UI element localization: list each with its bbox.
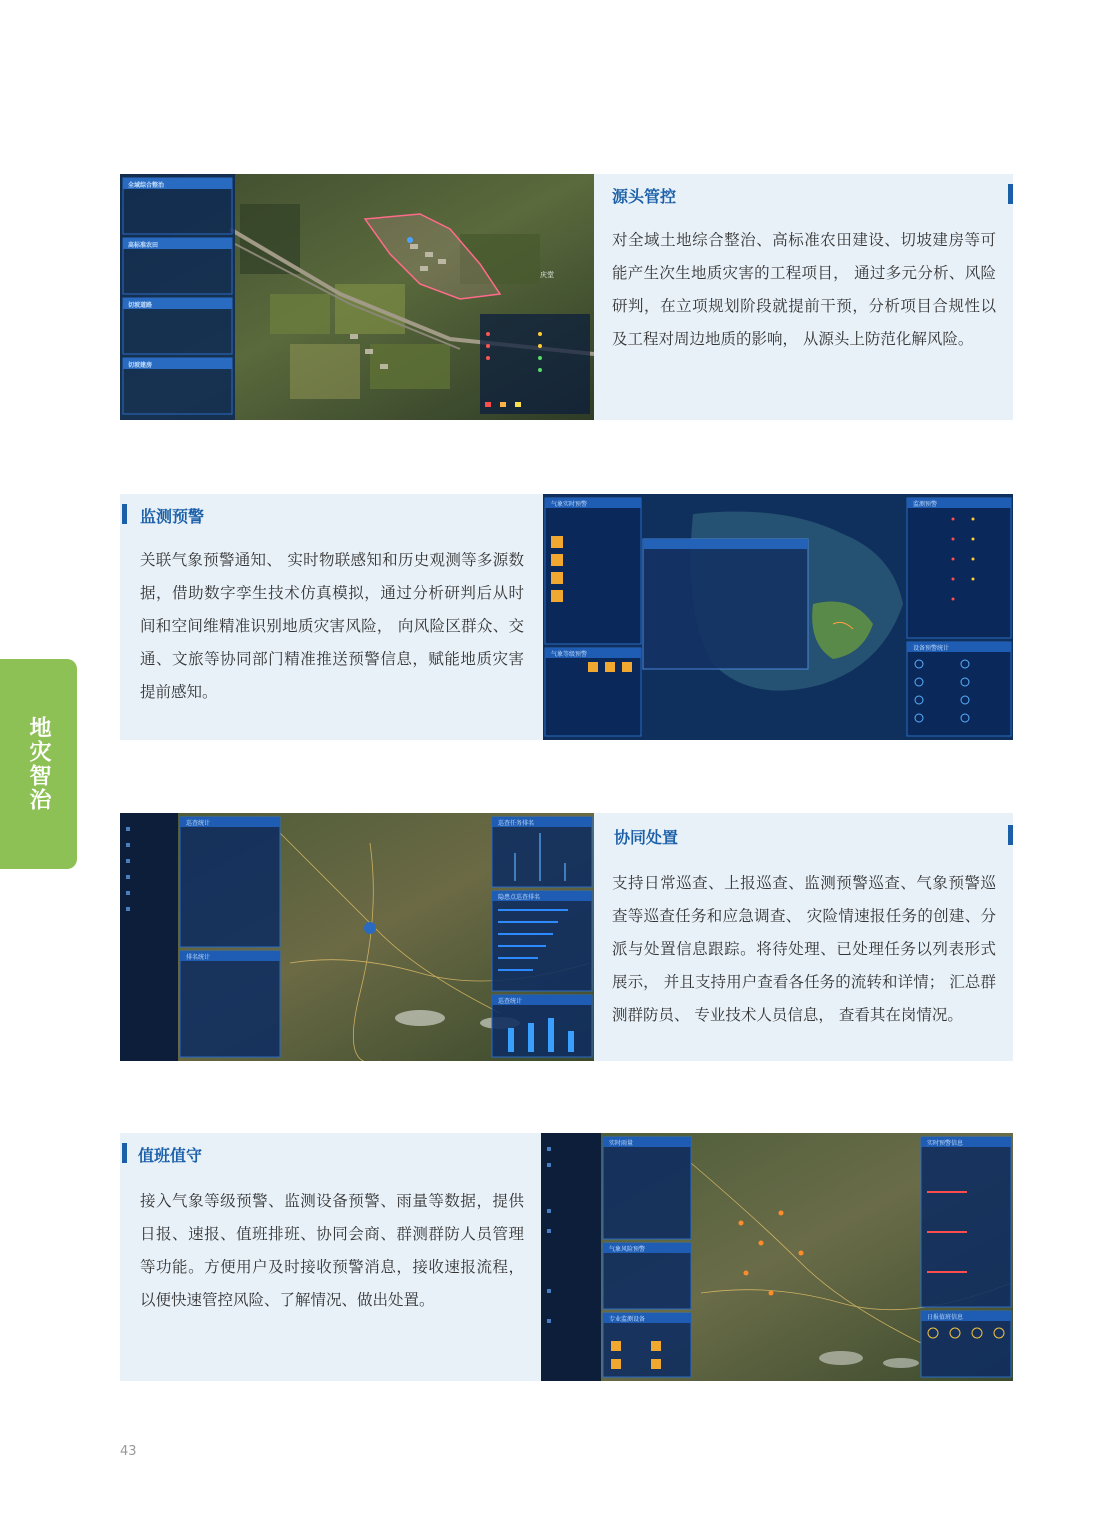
page-number: 43 (120, 1444, 137, 1459)
panel-title-3: 切坡道路 (128, 302, 153, 309)
section-title: 监测预警 (140, 507, 205, 526)
section-title: 值班值守 (138, 1146, 203, 1165)
chapter-label: 地灾智治 (26, 716, 51, 812)
map-place-label: 庆堂 (540, 271, 554, 279)
title-accent-bar (1008, 825, 1013, 845)
panel-title-1: 全域综合整治 (128, 182, 165, 189)
panel-title-2: 排名统计 (186, 954, 211, 961)
screenshot-coordination (120, 813, 594, 1061)
panel-title-4: 实时预警信息 (927, 1140, 964, 1147)
panel-title-2: 气象风险预警 (609, 1246, 646, 1253)
panel-title-5: 日报值班信息 (927, 1314, 964, 1321)
section-title: 协同处置 (614, 828, 679, 847)
panel-title-4: 设备预警统计 (913, 645, 950, 652)
panel-title-2: 监测预警 (913, 501, 938, 508)
text-panel-monitoring (120, 494, 543, 740)
panel-title-1: 巡查统计 (186, 820, 211, 827)
section-title: 源头管控 (612, 187, 677, 206)
text-panel-duty (120, 1133, 541, 1381)
screenshot-source-control (120, 174, 594, 420)
panel-title-3: 巡查任务排名 (498, 820, 535, 827)
title-accent-bar (1008, 184, 1013, 204)
title-accent-bar (122, 504, 127, 524)
panel-title-1: 气象实时预警 (551, 501, 588, 508)
title-accent-bar (122, 1143, 127, 1163)
section-body: 接入气象等级预警、监测设备预警、雨量等数据，提供日报、速报、值班排班、协同会商、群测群防人员管理等功能。方便用户及时接收预警消息，接收速报流程，以便快速管控风险、了解情况、做出处置。 (140, 1192, 524, 1309)
screenshot-duty (541, 1133, 1013, 1381)
panel-title-4: 隐患点巡查排名 (498, 894, 541, 901)
section-body: 对全域土地综合整治、高标准农田建设、切坡建房等可能产生次生地质灾害的工程项目， 通过多元分析、风险研判，在立项规划阶段就提前干预，分析项目合规性以及工程对周边地质的影响， 从源头上防范化解风险。 (612, 231, 996, 348)
panel-title-1: 实时雨量 (609, 1140, 634, 1147)
text-panel-coordination (594, 813, 1013, 1061)
section-body: 关联气象预警通知、 实时物联感知和历史观测等多源数据，借助数字孪生技术仿真模拟，通过分析研判后从时间和空间维精准识别地质灾害风险， 向风险区群众、交通、文旅等协同部门精准推送预警信息，赋能地质灾害提前感知。 (140, 551, 524, 701)
section-body: 支持日常巡查、上报巡查、监测预警巡查、气象预警巡查等巡查任务和应急调查、 灾险情速报任务的创建、分派与处置信息跟踪。将待处理、已处理任务以列表形式展示， 并且支持用户查看各任务的流转和详情； 汇总群测群防员、 专业技术人员信息， 查看其在岗情况。 (612, 874, 996, 1024)
text-panel-source-control (594, 174, 1013, 420)
panel-title-3: 专业监测设备 (609, 1316, 646, 1323)
panel-title-4: 切坡建房 (128, 362, 153, 369)
chapter-side-tab (0, 659, 77, 869)
panel-title-2: 高标准农田 (128, 242, 159, 249)
screenshot-monitoring (543, 494, 1013, 740)
panel-title-3: 气象等级预警 (551, 651, 588, 658)
panel-title-5: 巡查统计 (498, 998, 523, 1005)
